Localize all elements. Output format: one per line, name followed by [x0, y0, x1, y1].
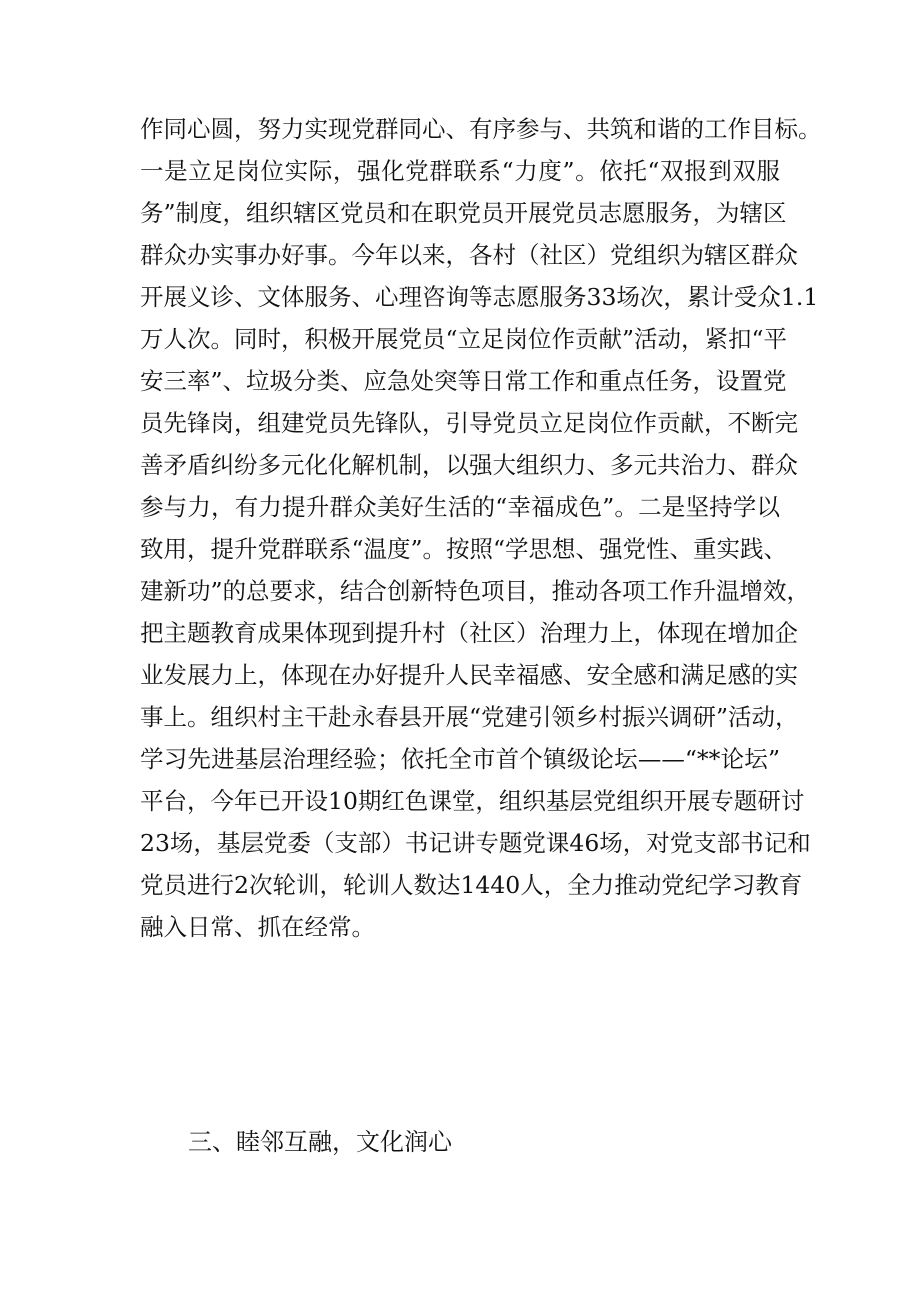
- body-paragraph: [140, 108, 822, 948]
- paragraph-line: 业发展力上，体现在办好提升人民幸福感、安全感和满足感的实: [140, 661, 798, 689]
- paragraph-line: 作同心圆，努力实现党群同心、有序参与、共筑和谐的工作目标。: [140, 115, 822, 143]
- paragraph-line: 23场，基层党委（支部）书记讲专题党课46场，对党支部书记和: [140, 829, 811, 857]
- paragraph-line: 参与力，有力提升群众美好生活的“幸福成色”。二是坚持学以: [140, 493, 780, 521]
- paragraph-line: 把主题教育成果体现到提升村（社区）治理力上，体现在增加企: [140, 619, 798, 647]
- paragraph-line: 融入日常、抓在经常。: [140, 913, 375, 941]
- paragraph-line: 党员进行2次轮训，轮训人数达1440人，全力推动党纪学习教育: [140, 871, 803, 899]
- paragraph-line: 万人次。同时，积极开展党员“立足岗位作贡献”活动，紧扣“平: [140, 325, 788, 353]
- paragraph-line: 员先锋岗，组建党员先锋队，引导党员立足岗位作贡献，不断完: [140, 409, 798, 437]
- paragraph-line: 建新功”的总要求，结合创新特色项目，推动各项工作升温增效，: [140, 577, 811, 605]
- paragraph-line: 致用，提升党群联系“温度”。按照“学思想、强党性、重实践、: [140, 535, 788, 563]
- paragraph-line: 一是立足岗位实际，强化党群联系“力度”。依托“双报到双服: [140, 157, 780, 185]
- paragraph-line: 学习先进基层治理经验；依托全市首个镇级论坛——“**论坛”: [140, 745, 780, 773]
- paragraph-line: 务”制度，组织辖区党员和在职党员开展党员志愿服务，为辖区: [140, 199, 787, 227]
- section-heading: 三、睦邻互融，文化润心: [188, 1128, 452, 1156]
- paragraph-line: 平台，今年已开设10期红色课堂，组织基层党组织开展专题研讨: [140, 787, 805, 815]
- paragraph-line: 事上。组织村主干赴永春县开展“党建引领乡村振兴调研”活动，: [140, 703, 799, 731]
- paragraph-line: 群众办实事办好事。今年以来，各村（社区）党组织为辖区群众: [140, 241, 798, 269]
- paragraph-line: 善矛盾纠纷多元化化解机制，以强大组织力、多元共治力、群众: [140, 451, 798, 479]
- paragraph-line: 安三率”、垃圾分类、应急处突等日常工作和重点任务，设置党: [140, 367, 787, 395]
- paragraph-line: 开展义诊、文体服务、心理咨询等志愿服务33场次，累计受众1.1: [140, 283, 819, 311]
